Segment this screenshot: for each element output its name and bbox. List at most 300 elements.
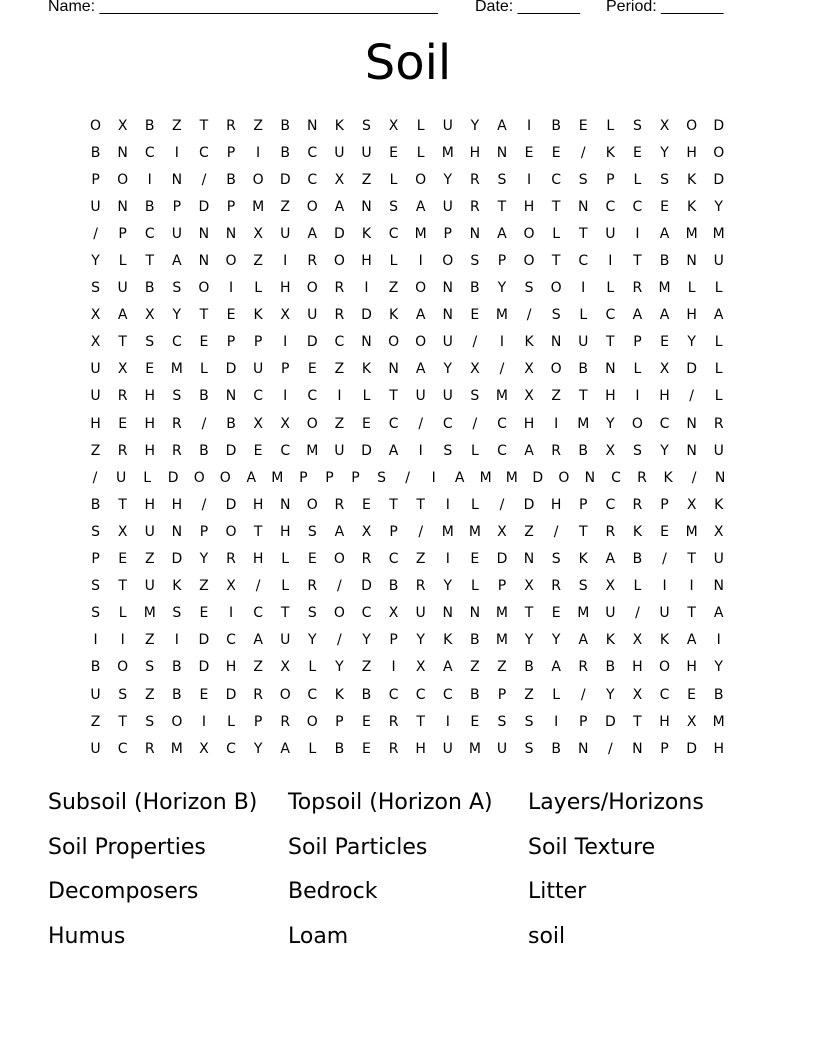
grid-letter: O	[415, 334, 427, 351]
grid-letter: /	[580, 686, 586, 703]
grid-letter: I	[391, 659, 396, 676]
grid-letter: B	[226, 171, 236, 188]
grid-letter: O	[415, 171, 427, 188]
grid-letter: U	[415, 388, 426, 405]
grid-letter: T	[118, 334, 127, 351]
grid-letter: B	[470, 686, 480, 703]
grid-letter: O	[193, 469, 205, 486]
grid-letter: I	[418, 253, 423, 270]
grid-letter: U	[90, 686, 101, 703]
grid-letter: O	[523, 253, 535, 270]
grid-letter: P	[497, 578, 507, 595]
grid-letter: O	[171, 713, 183, 730]
grid-letter: K	[659, 632, 670, 649]
grid-letter: B	[172, 659, 182, 676]
grid-letter: A	[307, 225, 318, 242]
grid-letter: /	[662, 551, 667, 568]
grid-letter: A	[415, 198, 426, 215]
grid-letter: U	[442, 388, 453, 405]
grid-letter: R	[361, 551, 372, 568]
grid-letter: L	[254, 280, 263, 297]
grid-letter: C	[388, 225, 399, 242]
grid-letter: R	[632, 280, 643, 297]
grid-letter: P	[325, 469, 334, 486]
grid-letter: Z	[199, 578, 209, 595]
grid-letter: I	[174, 632, 179, 649]
grid-row	[82, 356, 733, 383]
grid-letter: N	[388, 361, 399, 378]
grid-letter: /	[607, 740, 613, 757]
grid-letter: H	[252, 496, 264, 513]
grid-letter: U	[307, 307, 318, 324]
grid-letter: H	[279, 523, 291, 540]
grid-letter: R	[334, 496, 345, 513]
grid-letter: S	[377, 469, 386, 486]
grid-letter: B	[199, 388, 209, 405]
grid-letter: I	[526, 171, 532, 188]
grid-letter: I	[581, 280, 586, 297]
grid-letter: H	[144, 496, 155, 513]
grid-letter: C	[605, 496, 616, 513]
grid-letter: L	[308, 659, 317, 676]
grid-letter: Z	[524, 523, 534, 540]
grid-letter: X	[226, 578, 236, 595]
grid-letter: K	[605, 632, 615, 649]
grid-letter: B	[280, 144, 290, 161]
grid-letter: Y	[172, 307, 182, 324]
grid-letter: /	[201, 496, 207, 513]
grid-letter: N	[584, 469, 596, 486]
grid-letter: H	[279, 280, 291, 297]
grid-letter: T	[578, 523, 588, 540]
grid-letter: E	[551, 144, 561, 161]
grid-letter: P	[226, 144, 236, 161]
grid-letter: P	[633, 334, 642, 351]
grid-letter: X	[524, 361, 534, 378]
grid-letter: /	[418, 523, 424, 540]
word-bank-item: Topsoil (Horizon A)	[288, 789, 493, 815]
name-field: Name: ______________________________________	[48, 0, 438, 15]
grid-letter: I	[445, 713, 450, 730]
grid-letter: B	[144, 117, 155, 134]
grid-letter: C	[388, 415, 399, 432]
grid-letter: H	[144, 442, 155, 459]
grid-letter: C	[632, 198, 643, 215]
grid-letter: B	[280, 117, 290, 134]
grid-letter: A	[659, 225, 670, 242]
grid-letter: Y	[416, 632, 425, 649]
grid-row	[82, 193, 733, 220]
grid-letter: T	[687, 551, 696, 568]
grid-letter: E	[362, 415, 371, 432]
grid-letter: N	[361, 198, 372, 215]
grid-letter: M	[479, 469, 492, 486]
grid-letter: Y	[687, 334, 696, 351]
grid-letter: H	[659, 388, 670, 405]
grid-letter: O	[442, 253, 454, 270]
grid-letter: /	[635, 605, 640, 622]
grid-letter: R	[605, 523, 616, 540]
grid-letter: Y	[606, 686, 615, 703]
grid-letter: C	[144, 225, 155, 242]
grid-letter: E	[660, 523, 669, 540]
grid-letter: S	[524, 713, 534, 730]
grid-letter: Z	[361, 171, 372, 188]
date-field: Date: _______	[475, 0, 580, 15]
grid-letter: O	[333, 253, 345, 270]
grid-letter: U	[713, 253, 724, 270]
grid-letter: /	[499, 361, 505, 378]
grid-letter: R	[226, 117, 236, 134]
grid-letter: I	[283, 334, 288, 351]
grid-letter: Y	[308, 632, 317, 649]
grid-letter: C	[199, 144, 209, 161]
grid-letter: H	[632, 659, 643, 676]
grid-letter: U	[713, 442, 724, 459]
grid-letter: B	[470, 632, 480, 649]
grid-letter: N	[686, 442, 697, 459]
grid-letter: R	[307, 578, 318, 595]
grid-letter: O	[550, 280, 562, 297]
grid-letter: D	[523, 496, 535, 513]
grid-letter: P	[172, 198, 182, 215]
grid-letter: X	[388, 117, 399, 134]
grid-letter: N	[713, 578, 724, 595]
grid-letter: Z	[90, 713, 101, 730]
grid-letter: B	[199, 442, 209, 459]
grid-letter: Z	[551, 388, 561, 405]
grid-letter: Z	[334, 361, 345, 378]
grid-letter: N	[632, 740, 643, 757]
grid-letter: D	[361, 307, 372, 324]
grid-letter: I	[418, 442, 423, 459]
grid-letter: S	[145, 713, 155, 730]
grid-letter: L	[714, 388, 723, 405]
grid-letter: C	[551, 171, 562, 188]
grid-letter: T	[633, 253, 642, 270]
grid-letter: L	[552, 225, 561, 242]
grid-letter: H	[90, 415, 101, 432]
grid-letter: P	[226, 334, 236, 351]
grid-letter: O	[415, 280, 427, 297]
grid-letter: A	[578, 632, 589, 649]
grid-letter: U	[659, 605, 670, 622]
grid-letter: M	[685, 225, 698, 242]
grid-letter: O	[306, 415, 318, 432]
grid-letter: T	[578, 388, 588, 405]
grid-letter: L	[227, 713, 235, 730]
grid-letter: X	[713, 523, 724, 540]
grid-letter: X	[253, 415, 263, 432]
grid-letter: B	[551, 117, 561, 134]
grid-letter: O	[523, 225, 535, 242]
grid-letter: H	[171, 496, 183, 513]
grid-letter: Y	[606, 415, 615, 432]
grid-row	[82, 708, 733, 735]
grid-letter: L	[200, 361, 208, 378]
grid-letter: B	[713, 686, 724, 703]
grid-letter: S	[551, 307, 561, 324]
grid-letter: H	[686, 307, 697, 324]
grid-letter: X	[117, 523, 128, 540]
grid-letter: U	[442, 117, 453, 134]
grid-letter: L	[389, 171, 398, 188]
grid-letter: P	[660, 496, 669, 513]
grid-letter: L	[687, 280, 696, 297]
grid-letter: S	[389, 198, 399, 215]
grid-letter: S	[497, 171, 507, 188]
grid-letter: C	[611, 469, 621, 486]
grid-letter: K	[632, 523, 643, 540]
grid-letter: M	[143, 605, 156, 622]
grid-letter: L	[714, 361, 723, 378]
grid-letter: O	[306, 496, 318, 513]
grid-letter: K	[714, 496, 724, 513]
grid-letter: N	[117, 144, 128, 161]
grid-letter: N	[550, 334, 562, 351]
grid-letter: C	[415, 686, 426, 703]
grid-letter: U	[144, 578, 155, 595]
grid-letter: M	[495, 632, 508, 649]
grid-letter: N	[469, 225, 481, 242]
grid-letter: E	[660, 198, 669, 215]
grid-letter: P	[299, 469, 308, 486]
grid-letter: C	[307, 388, 318, 405]
grid-letter: X	[686, 713, 697, 730]
grid-row	[82, 166, 733, 193]
grid-letter: E	[578, 117, 588, 134]
grid-letter: X	[415, 659, 426, 676]
grid-letter: C	[334, 334, 345, 351]
grid-letter: /	[337, 578, 342, 595]
grid-row	[82, 112, 733, 139]
grid-letter: U	[578, 334, 589, 351]
grid-letter: M	[468, 740, 481, 757]
grid-letter: X	[361, 523, 372, 540]
grid-letter: B	[90, 496, 101, 513]
grid-letter: N	[442, 605, 453, 622]
grid-letter: M	[252, 198, 265, 215]
grid-letter: L	[118, 605, 127, 622]
grid-letter: Z	[497, 659, 507, 676]
grid-letter: L	[606, 117, 615, 134]
grid-letter: E	[199, 686, 209, 703]
grid-letter: Z	[334, 415, 345, 432]
grid-letter: U	[90, 740, 101, 757]
grid-letter: P	[497, 253, 507, 270]
grid-letter: I	[554, 713, 559, 730]
grid-letter: /	[580, 144, 586, 161]
grid-letter: D	[167, 469, 179, 486]
grid-letter: N	[577, 198, 589, 215]
grid-letter: X	[90, 334, 101, 351]
grid-letter: T	[524, 605, 534, 622]
grid-letter: I	[147, 171, 152, 188]
grid-row	[82, 627, 733, 654]
grid-letter: S	[632, 117, 642, 134]
grid-letter: R	[551, 442, 561, 459]
grid-letter: A	[497, 225, 507, 242]
grid-letter: C	[307, 686, 318, 703]
grid-letter: U	[496, 740, 508, 757]
grid-letter: O	[225, 253, 237, 270]
grid-letter: T	[606, 334, 615, 351]
grid-letter: C	[144, 144, 155, 161]
grid-letter: K	[663, 469, 673, 486]
grid-letter: N	[307, 117, 318, 134]
word-bank-item: Loam	[288, 923, 349, 949]
grid-letter: C	[442, 415, 453, 432]
grid-letter: Z	[470, 659, 480, 676]
grid-letter: P	[579, 496, 588, 513]
word-bank-item: soil	[528, 923, 566, 949]
grid-letter: E	[660, 334, 669, 351]
grid-letter: Y	[714, 198, 723, 215]
grid-letter: Y	[443, 578, 453, 595]
grid-letter: /	[472, 415, 478, 432]
grid-letter: T	[199, 117, 209, 134]
grid-letter: Y	[660, 144, 669, 161]
grid-letter: B	[388, 578, 399, 595]
grid-letter: B	[90, 144, 101, 161]
grid-letter: /	[472, 334, 478, 351]
grid-letter: L	[633, 578, 642, 595]
grid-letter: N	[442, 280, 453, 297]
grid-letter: D	[198, 198, 210, 215]
word-bank-item: Bedrock	[288, 879, 378, 905]
grid-letter: I	[445, 496, 450, 513]
grid-letter: N	[171, 171, 183, 188]
grid-letter: L	[118, 253, 127, 270]
grid-letter: S	[307, 605, 317, 622]
grid-letter: T	[389, 388, 398, 405]
grid-letter: C	[605, 307, 616, 324]
grid-letter: L	[470, 442, 479, 459]
grid-letter: O	[713, 144, 725, 161]
grid-letter: H	[144, 388, 155, 405]
grid-letter: K	[334, 686, 344, 703]
grid-letter: Y	[253, 740, 263, 757]
grid-letter: D	[532, 469, 544, 486]
grid-letter: S	[524, 280, 534, 297]
grid-letter: T	[416, 496, 425, 513]
grid-letter: R	[117, 442, 128, 459]
grid-letter: E	[362, 713, 371, 730]
grid-row	[82, 735, 733, 762]
grid-letter: M	[685, 523, 698, 540]
grid-letter: I	[716, 632, 721, 649]
grid-letter: B	[578, 361, 589, 378]
grid-letter: X	[280, 307, 290, 324]
grid-letter: S	[91, 280, 100, 297]
grid-letter: K	[388, 307, 399, 324]
grid-letter: X	[605, 578, 616, 595]
grid-letter: O	[90, 117, 102, 134]
grid-letter: L	[281, 551, 290, 568]
grid-letter: A	[659, 307, 670, 324]
grid-letter: L	[633, 361, 642, 378]
grid-letter: U	[605, 225, 616, 242]
grid-letter: X	[199, 740, 209, 757]
grid-letter: E	[199, 605, 209, 622]
grid-letter: O	[333, 551, 345, 568]
grid-letter: C	[388, 551, 399, 568]
grid-letter: S	[91, 578, 100, 595]
grid-letter: B	[470, 280, 480, 297]
grid-row	[82, 464, 733, 491]
grid-letter: K	[253, 307, 263, 324]
grid-letter: P	[118, 225, 127, 242]
grid-letter: X	[632, 686, 643, 703]
grid-letter: E	[389, 144, 398, 161]
grid-row	[82, 302, 733, 329]
grid-letter: D	[496, 551, 508, 568]
grid-letter: /	[405, 469, 410, 486]
grid-letter: S	[632, 442, 642, 459]
grid-letter: C	[226, 740, 236, 757]
grid-row	[82, 546, 733, 573]
grid-letter: N	[198, 253, 210, 270]
grid-letter: H	[469, 144, 481, 161]
grid-letter: L	[281, 578, 290, 595]
grid-letter: Y	[362, 632, 371, 649]
grid-letter: A	[497, 117, 507, 134]
grid-row	[82, 329, 733, 356]
grid-letter: P	[606, 171, 615, 188]
grid-letter: R	[388, 740, 399, 757]
grid-letter: S	[578, 171, 588, 188]
grid-letter: Y	[335, 659, 344, 676]
grid-letter: I	[120, 632, 125, 649]
grid-letter: C	[253, 388, 263, 405]
grid-letter: Z	[415, 551, 426, 568]
grid-letter: N	[225, 225, 237, 242]
grid-letter: T	[416, 713, 425, 730]
grid-letter: D	[279, 171, 291, 188]
grid-letter: U	[442, 198, 453, 215]
word-bank-item: Soil Texture	[528, 834, 656, 860]
grid-row	[82, 654, 733, 681]
grid-letter: S	[524, 740, 534, 757]
word-bank-row	[48, 780, 788, 825]
student-info-header	[48, 0, 748, 20]
grid-letter: L	[416, 144, 425, 161]
grid-letter: E	[632, 144, 642, 161]
grid-letter: A	[172, 253, 182, 270]
grid-letter: I	[445, 551, 450, 568]
grid-letter: T	[199, 307, 209, 324]
grid-letter: T	[687, 605, 696, 622]
grid-letter: C	[388, 686, 399, 703]
grid-letter: L	[470, 578, 479, 595]
grid-letter: C	[307, 171, 318, 188]
grid-letter: P	[660, 740, 669, 757]
grid-letter: O	[306, 280, 318, 297]
grid-letter: S	[362, 117, 371, 134]
grid-letter: D	[198, 632, 210, 649]
grid-letter: M	[505, 469, 518, 486]
grid-letter: P	[443, 225, 452, 242]
grid-letter: B	[226, 415, 236, 432]
grid-letter: R	[578, 659, 589, 676]
grid-letter: L	[552, 686, 561, 703]
grid-letter: O	[219, 469, 231, 486]
grid-letter: E	[226, 307, 236, 324]
grid-letter: C	[226, 632, 236, 649]
grid-letter: /	[499, 496, 505, 513]
word-bank	[48, 780, 788, 959]
grid-letter: I	[201, 713, 206, 730]
